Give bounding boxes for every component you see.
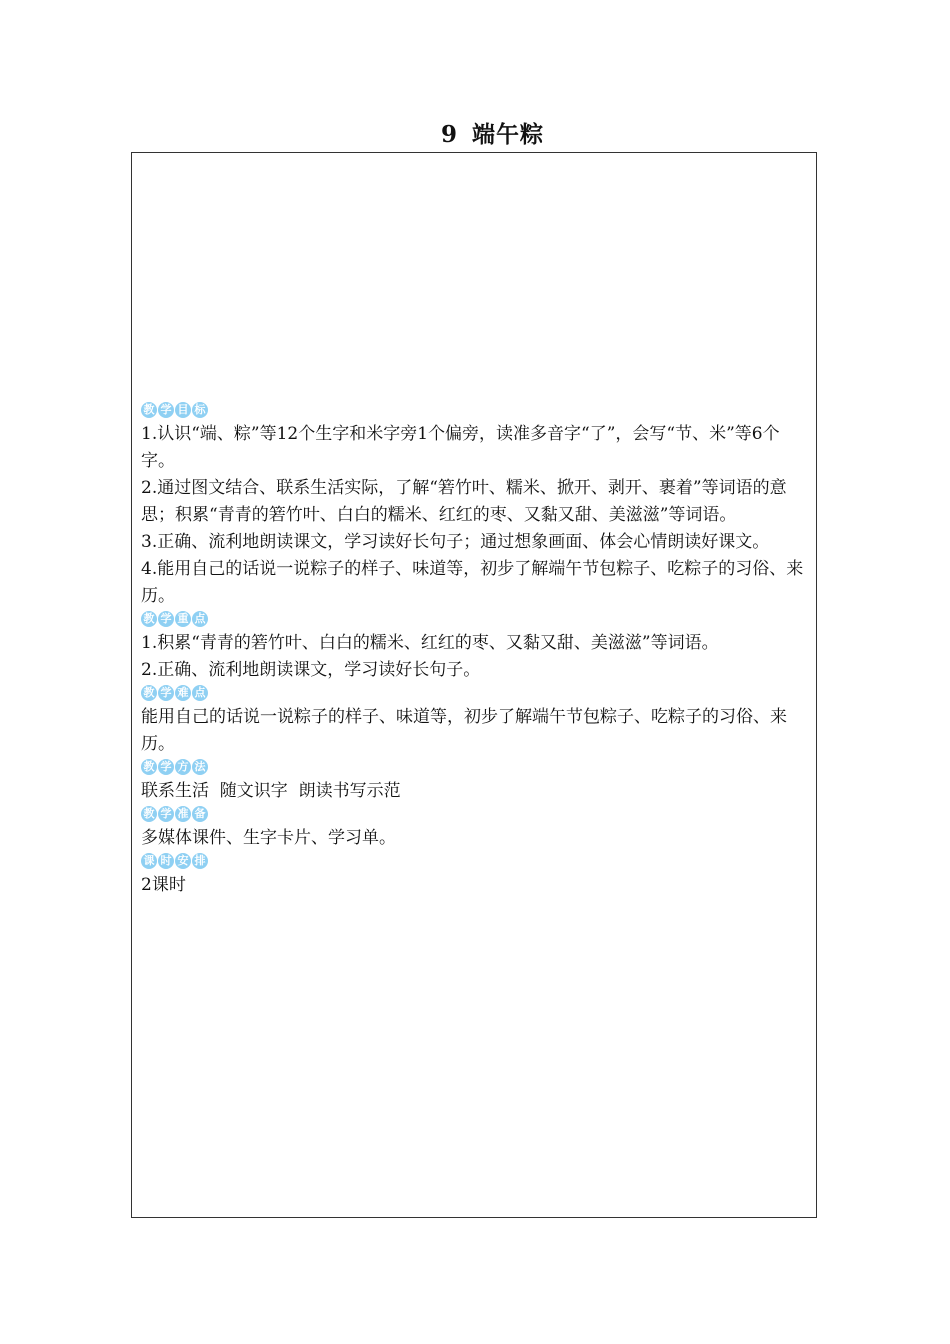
- badge-char: 点: [192, 685, 208, 701]
- badge-char: 安: [175, 853, 191, 869]
- badge-char: 点: [192, 611, 208, 627]
- section-schedule: [141, 853, 813, 899]
- section-teaching-goals: [141, 402, 813, 610]
- difficulty-item: 能用自己的话说一说粽子的样子、味道等，初步了解端午节包粽子、吃粽子的习俗、来历。: [141, 707, 787, 754]
- lesson-plan-content: [141, 402, 813, 899]
- badge-char: 标: [192, 402, 208, 418]
- goal-item: 3.正确、流利地朗读课文，学习读好长句子；通过想象画面、体会心情朗读好课文。: [141, 532, 770, 552]
- section-difficulties: [141, 685, 813, 758]
- lesson-number: 9: [440, 121, 458, 148]
- badge-char: 准: [175, 806, 191, 822]
- method-item: 联系生活 随文识字 朗读书写示范: [141, 781, 401, 801]
- badge-char: 学: [158, 806, 174, 822]
- badge-char: 排: [192, 853, 208, 869]
- lesson-title: 端午粽: [472, 121, 544, 148]
- badge-char: 方: [175, 759, 191, 775]
- badge-char: 课: [141, 853, 157, 869]
- badge-char: 学: [158, 759, 174, 775]
- badge-char: 教: [141, 759, 157, 775]
- schedule-item: 2课时: [141, 875, 186, 895]
- goal-item: 1.认识“端、粽”等12个生字和米字旁1个偏旁，读准多音字“了”，会写“节、米”等6个字。: [141, 424, 780, 471]
- section-preparation: [141, 806, 813, 852]
- section-badge: [141, 853, 813, 870]
- page-title: [0, 116, 950, 149]
- badge-char: 学: [158, 402, 174, 418]
- badge-char: 时: [158, 853, 174, 869]
- badge-char: 学: [158, 685, 174, 701]
- badge-char: 重: [175, 611, 191, 627]
- badge-char: 教: [141, 611, 157, 627]
- preparation-item: 多媒体课件、生字卡片、学习单。: [141, 828, 396, 848]
- badge-char: 法: [192, 759, 208, 775]
- badge-char: 备: [192, 806, 208, 822]
- badge-char: 学: [158, 611, 174, 627]
- goal-item: 4.能用自己的话说一说粽子的样子、味道等，初步了解端午节包粽子、吃粽子的习俗、来历。: [141, 559, 804, 606]
- section-badge: [141, 806, 813, 823]
- section-badge: [141, 611, 813, 628]
- section-key-points: [141, 611, 813, 684]
- badge-char: 难: [175, 685, 191, 701]
- key-point-item: 1.积累“青青的箬竹叶、白白的糯米、红红的枣、又黏又甜、美滋滋”等词语。: [141, 633, 719, 653]
- badge-char: 教: [141, 806, 157, 822]
- badge-char: 教: [141, 402, 157, 418]
- section-badge: [141, 685, 813, 702]
- section-methods: [141, 759, 813, 805]
- badge-char: 教: [141, 685, 157, 701]
- badge-char: 目: [175, 402, 191, 418]
- section-badge: [141, 402, 813, 419]
- key-point-item: 2.正确、流利地朗读课文，学习读好长句子。: [141, 660, 481, 680]
- section-badge: [141, 759, 813, 776]
- goal-item: 2.通过图文结合、联系生活实际，了解“箬竹叶、糯米、掀开、剥开、裹着”等词语的意思；积累“青青的箬竹叶、白白的糯米、红红的枣、又黏又甜、美滋滋”等词语。: [141, 478, 787, 525]
